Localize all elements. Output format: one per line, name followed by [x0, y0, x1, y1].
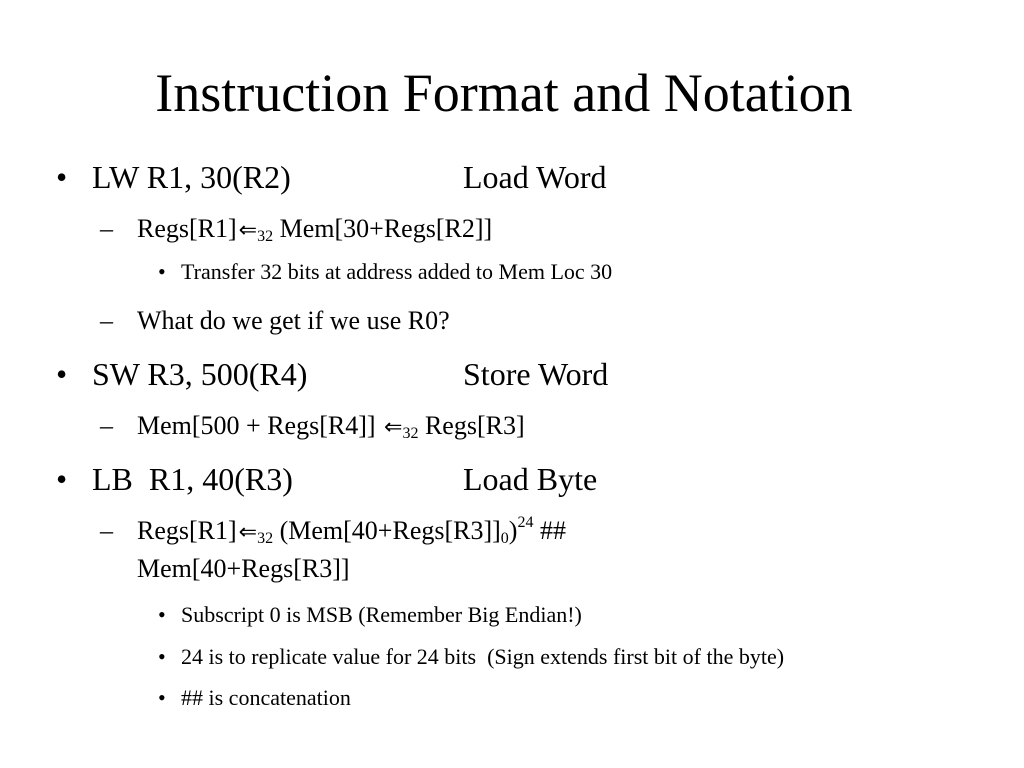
lb-rtl-concat: ## [539, 516, 566, 545]
lb-rtl-part2: ) [508, 516, 518, 545]
lw-question-text: What do we get if we use R0? [137, 306, 450, 335]
lb-rtl-replicate-superscript: 24 [517, 514, 534, 531]
lb-rtl-expression [137, 515, 566, 549]
lw-description: Load Word [463, 159, 607, 195]
bullet-marker: • [56, 356, 68, 392]
dash-marker: – [100, 516, 113, 545]
lb-rtl-part1: (Mem[40+Regs[R3]] [279, 516, 501, 545]
left-arrow-icon: ⇐ [238, 520, 258, 545]
lw-rtl-lhs: Regs[R1] [137, 214, 237, 243]
bullet-marker: • [158, 602, 166, 627]
lb-description: Load Byte [463, 461, 598, 497]
lb-rtl-msb-subscript: 0 [500, 530, 509, 547]
sw-rtl-lhs: Mem[500 + Regs[R4]] [137, 411, 376, 440]
sw-rtl-expression [137, 410, 525, 444]
bullet-marker: • [158, 685, 166, 710]
lw-rtl-expression [137, 213, 492, 247]
lb-rtl-width: 32 [257, 530, 274, 547]
lw-rtl-rhs: Mem[30+Regs[R2]] [279, 214, 493, 243]
lw-code: LW R1, 30(R2) [92, 159, 291, 195]
bullet-marker: • [56, 461, 68, 497]
slide-title: Instruction Format and Notation [155, 63, 853, 123]
bullet-marker: • [56, 159, 68, 195]
dash-marker: – [100, 214, 113, 243]
lb-code: LB R1, 40(R3) [92, 461, 293, 497]
lb-note-text: 24 is to replicate value for 24 bits (Sign extends first bit of the byte) [181, 644, 785, 669]
dash-marker: – [100, 306, 113, 335]
lb-rtl-line2: Mem[40+Regs[R3]] [137, 554, 350, 583]
lb-rtl-lhs: Regs[R1] [137, 516, 237, 545]
lb-note-text: Subscript 0 is MSB (Remember Big Endian!) [181, 602, 582, 627]
bullet-marker: • [158, 259, 166, 284]
sw-rtl-width: 32 [402, 425, 419, 442]
sw-description: Store Word [463, 356, 609, 392]
left-arrow-icon: ⇐ [238, 218, 258, 243]
sw-rtl-rhs: Regs[R3] [424, 411, 525, 440]
left-arrow-icon: ⇐ [384, 415, 403, 440]
bullet-marker: • [158, 644, 166, 669]
dash-marker: – [100, 411, 113, 440]
sw-code: SW R3, 500(R4) [92, 356, 308, 392]
lb-note-text: ## is concatenation [181, 685, 351, 710]
lw-note-text: Transfer 32 bits at address added to Mem Loc 30 [181, 259, 613, 284]
lw-rtl-width: 32 [257, 228, 274, 245]
